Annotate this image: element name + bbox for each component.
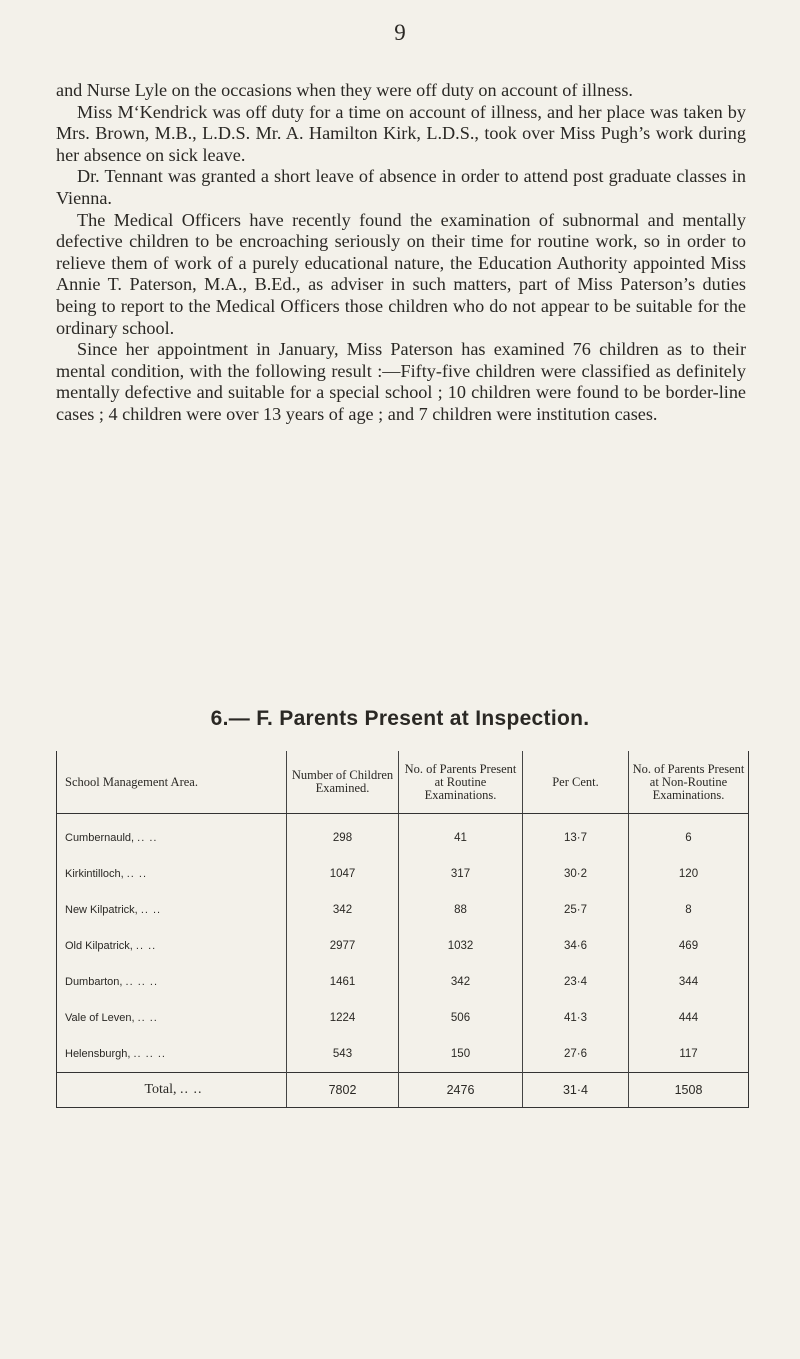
- table-row: [57, 892, 749, 928]
- total-routine-cell: 2476: [399, 1073, 523, 1108]
- total-percent-cell: 31·4: [523, 1073, 629, 1108]
- column-header: No. of Parents Present at Routine Examinations.: [399, 751, 523, 814]
- non-routine-cell: 117: [629, 1036, 749, 1073]
- routine-cell: 317: [399, 856, 523, 892]
- area-cell: Dumbarton, .. .. ..: [57, 964, 287, 1000]
- examined-cell: 2977: [287, 928, 399, 964]
- area-cell: Helensburgh, .. .. ..: [57, 1036, 287, 1073]
- non-routine-cell: 8: [629, 892, 749, 928]
- paragraph: Since her appointment in January, Miss Paterson has examined 76 children as to their mental condition, with the following result :—Fifty-five children were classified as definitely mentally defective and suitable for a special school ; 10 children were found to be border-line cases ; 4 children were over 13 years of age ; and 7 children were institution cases.: [56, 339, 746, 424]
- body-text: [56, 80, 746, 426]
- percent-cell: 30·2: [523, 856, 629, 892]
- percent-cell: 34·6: [523, 928, 629, 964]
- column-header: Per Cent.: [523, 751, 629, 814]
- examined-cell: 543: [287, 1036, 399, 1073]
- routine-cell: 88: [399, 892, 523, 928]
- area-cell: New Kilpatrick, .. ..: [57, 892, 287, 928]
- examined-cell: 342: [287, 892, 399, 928]
- table-title: 6.— F. Parents Present at Inspection.: [210, 707, 590, 730]
- examined-cell: 298: [287, 814, 399, 857]
- examined-cell: 1047: [287, 856, 399, 892]
- table-row: [57, 1000, 749, 1036]
- table-row: [57, 814, 749, 857]
- non-routine-cell: 344: [629, 964, 749, 1000]
- parents-present-table: [56, 751, 749, 1108]
- table-row: [57, 928, 749, 964]
- non-routine-cell: 120: [629, 856, 749, 892]
- table-row: [57, 964, 749, 1000]
- routine-cell: 1032: [399, 928, 523, 964]
- column-header: No. of Parents Present at Non-Routine Examinations.: [629, 751, 749, 814]
- area-cell: Old Kilpatrick, .. ..: [57, 928, 287, 964]
- non-routine-cell: 469: [629, 928, 749, 964]
- percent-cell: 25·7: [523, 892, 629, 928]
- area-cell: Cumbernauld, .. ..: [57, 814, 287, 857]
- examined-cell: 1224: [287, 1000, 399, 1036]
- routine-cell: 41: [399, 814, 523, 857]
- examined-cell: 1461: [287, 964, 399, 1000]
- percent-cell: 41·3: [523, 1000, 629, 1036]
- page-number: 9: [394, 20, 406, 45]
- paragraph: The Medical Officers have recently found the examination of subnormal and mentally defective children to be encroaching seriously on their time for routine work, so in order to relieve them of work of a purely educational nature, the Education Authority appointed Miss Annie T. Paterson, M.A., B.Ed., as adviser in such matters, part of Miss Paterson’s duties being to report to the Medical Officers those children who do not appear to be suitable for the ordinary school.: [56, 209, 746, 338]
- percent-cell: 13·7: [523, 814, 629, 857]
- percent-cell: 23·4: [523, 964, 629, 1000]
- total-label-cell: Total, .. ..: [57, 1073, 287, 1108]
- paragraph: Miss M‘Kendrick was off duty for a time on account of illness, and her place was taken by Mrs. Brown, M.B., L.D.S. Mr. A. Hamilton Kirk, L.D.S., took over Miss Pugh’s work during her absence on sick leave.: [56, 101, 746, 165]
- total-non-routine-cell: 1508: [629, 1073, 749, 1108]
- column-header: Number of Children Examined.: [287, 751, 399, 814]
- paragraph: and Nurse Lyle on the occasions when they were off duty on account of illness.: [56, 80, 633, 100]
- column-header: School Management Area.: [57, 751, 287, 814]
- routine-cell: 506: [399, 1000, 523, 1036]
- area-cell: Vale of Leven, .. ..: [57, 1000, 287, 1036]
- percent-cell: 27·6: [523, 1036, 629, 1073]
- table-row: [57, 856, 749, 892]
- total-row: [57, 1073, 749, 1108]
- paragraph: Dr. Tennant was granted a short leave of absence in order to attend post graduate classes in Vienna.: [56, 166, 746, 208]
- table-row: [57, 1036, 749, 1073]
- non-routine-cell: 444: [629, 1000, 749, 1036]
- total-examined-cell: 7802: [287, 1073, 399, 1108]
- routine-cell: 150: [399, 1036, 523, 1073]
- non-routine-cell: 6: [629, 814, 749, 857]
- table-header-row: [57, 751, 749, 814]
- area-cell: Kirkintilloch, .. ..: [57, 856, 287, 892]
- routine-cell: 342: [399, 964, 523, 1000]
